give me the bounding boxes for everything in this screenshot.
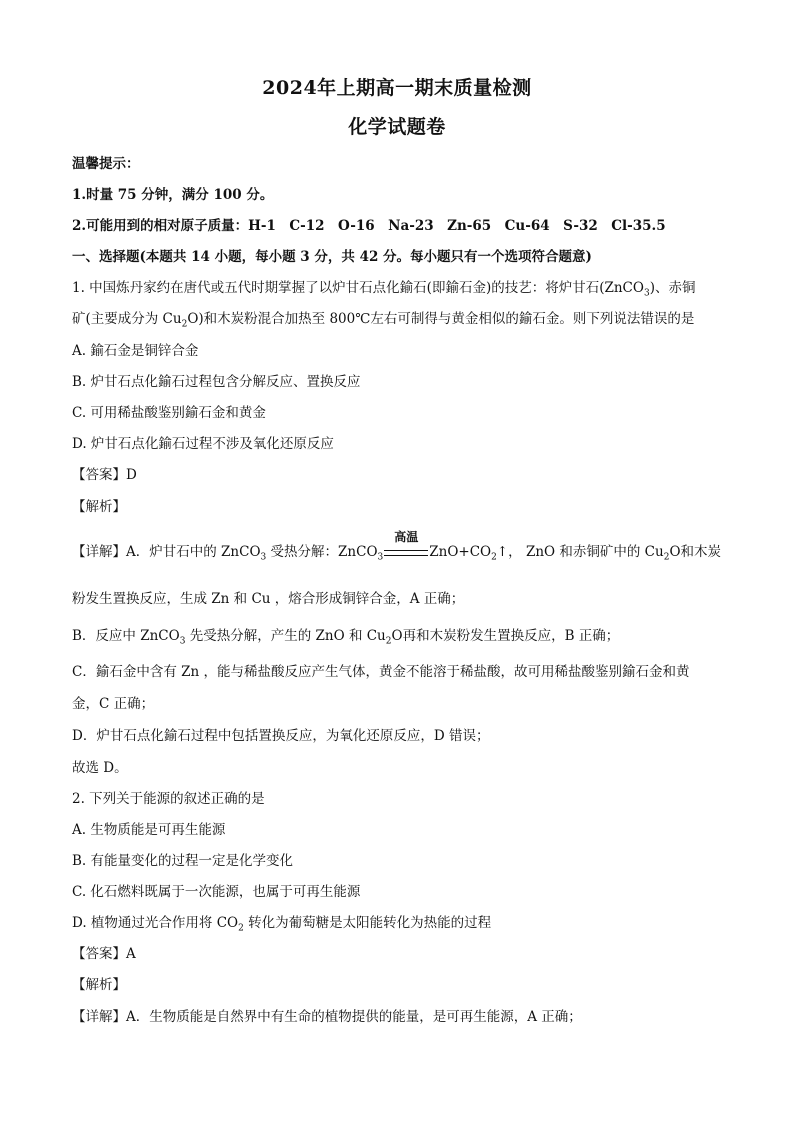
q2-analysis-label: 【解析】: [72, 977, 126, 993]
detail-text: 先受热分解，产生的 ZnO 和 Cu: [185, 628, 386, 644]
detail-text: O和木炭: [669, 544, 722, 560]
q1-detail-d: D．炉甘石点化鍮石过程中包括置换反应，为氧化还原反应，D 错误；: [72, 728, 490, 744]
q1-detail-b: [72, 624, 619, 647]
subscript: 2: [238, 923, 244, 934]
tips-label: 温馨提示：: [72, 156, 140, 172]
subscript: 3: [260, 552, 267, 563]
q1-answer: 【答案】D: [72, 467, 137, 483]
q1-detail-a-line-2: 粉发生置换反应，生成 Zn 和 Cu ，熔合形成铜锌合金，A 正确；: [72, 591, 465, 607]
q1-option-d: D. 炉甘石点化鍮石过程不涉及氧化还原反应: [72, 436, 334, 452]
option-text-end: 转化为葡萄糖是太阳能转化为热能的过程: [243, 915, 492, 931]
q2-option-b: B. 有能量变化的过程一定是化学变化: [72, 853, 294, 869]
detail-text: ↑， ZnO 和赤铜矿中的 Cu: [496, 544, 664, 560]
option-text: D. 植物通过光合作用将 CO: [72, 915, 239, 931]
equals-sign: [384, 550, 428, 556]
q1-option-c: C. 可用稀盐酸鉴别鍮石金和黄金: [72, 405, 266, 421]
condition-label: 高温: [394, 530, 419, 544]
q1-detail-c-line-2: 金，C 正确；: [72, 696, 155, 712]
detail-text: B．反应中 ZnCO: [72, 628, 180, 644]
q2-option-a: A. 生物质能是可再生能源: [72, 822, 226, 838]
page-subtitle: 化学试题卷: [348, 116, 446, 138]
subscript: 2: [181, 319, 188, 330]
reaction-condition: [383, 530, 429, 560]
q1-conclusion: 故选 D。: [72, 760, 128, 776]
subscript: 3: [643, 288, 650, 299]
q2-option-c: C. 化石燃料既属于一次能源，也属于可再生能源: [72, 884, 361, 900]
q1-stem-text-2-end: O)和木炭粉混合加热至 800℃左右可制得与黄金相似的鍮石金。则下列说法错误的是: [187, 311, 695, 327]
detail-text: 【详解】A．炉甘石中的 ZnCO: [72, 544, 261, 560]
detail-text: 受热分解：ZnCO: [266, 544, 378, 560]
detail-text: O再和木炭粉发生置换反应，B 正确；: [391, 628, 620, 644]
q2-stem: 2. 下列关于能源的叙述正确的是: [72, 791, 265, 807]
q1-analysis-label: 【解析】: [72, 499, 126, 515]
detail-text: ZnO+CO: [429, 544, 492, 560]
section-heading: 一、选择题(本题共 14 小题，每小题 3 分，共 42 分。每小题只有一个选项符合题意): [72, 249, 592, 265]
q1-option-a: A. 鍮石金是铜锌合金: [72, 343, 199, 359]
tips-line-1: 1.时量 75 分钟，满分 100 分。: [72, 187, 274, 203]
q1-option-b: B. 炉甘石点化鍮石过程包含分解反应、置换反应: [72, 374, 361, 390]
subscript: 3: [179, 636, 186, 647]
q1-stem-text-end: )、赤铜: [649, 280, 696, 296]
q1-stem-line-1: [72, 276, 695, 299]
q1-stem-line-2: [72, 307, 694, 330]
subscript: 2: [491, 552, 497, 563]
q2-option-d: [72, 911, 491, 934]
subscript: 3: [377, 552, 384, 563]
tips-line-2: 2.可能用到的相对原子质量：H-1 C-12 O-16 Na-23 Zn-65 Cu-64 S-32 Cl-35.5: [72, 218, 666, 234]
subscript: 2: [385, 636, 392, 647]
q2-detail-a: 【详解】A．生物质能是自然界中有生命的植物提供的能量，是可再生能源，A 正确；: [72, 1009, 582, 1025]
subscript: 2: [663, 552, 670, 563]
q2-answer: 【答案】A: [72, 946, 136, 962]
q1-stem-text: 1. 中国炼丹家约在唐代或五代时期掌握了以炉甘石点化鍮石(即鍮石金)的技艺：将炉甘石(ZnCO: [72, 280, 644, 296]
q1-detail-c-line-1: C．鍮石金中含有 Zn ，能与稀盐酸反应产生气体，黄金不能溶于稀盐酸，故可用稀盐酸鉴别鍮石金和黄: [72, 664, 690, 680]
q1-stem-text-2: 矿(主要成分为 Cu: [72, 311, 182, 327]
page-title: 2024年上期高一期末质量检测: [262, 77, 532, 99]
q1-detail-a-line-1: [72, 530, 722, 563]
